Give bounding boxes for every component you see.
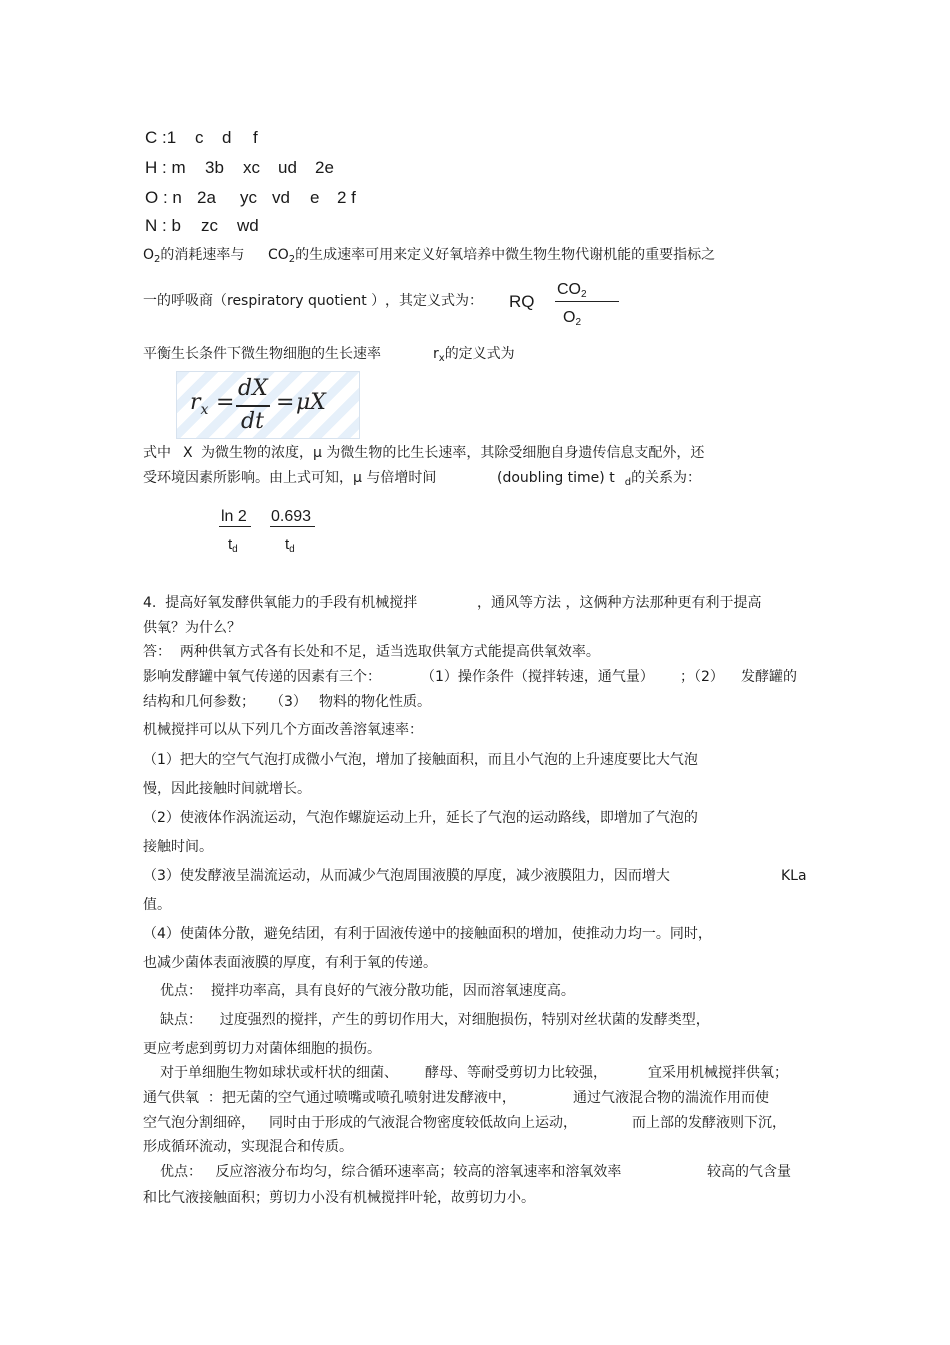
answer-line: 对于单细胞生物如球状或杆状的细菌、 bbox=[160, 1065, 398, 1081]
text-run: 的消耗速率与 bbox=[160, 247, 245, 263]
answer-line: 而上部的发酵液则下沉， bbox=[632, 1115, 786, 1131]
answer-line: 宜采用机械搅拌供氧； bbox=[648, 1065, 788, 1081]
formula-fraction-line bbox=[236, 405, 270, 407]
subscript: 2 bbox=[154, 254, 161, 265]
answer-line: 形成循环流动，实现混合和传质。 bbox=[143, 1139, 353, 1155]
answer-line: 优点： 搅拌功率高，具有良好的气液分散功能，因而溶氧速度高。 bbox=[160, 983, 575, 999]
equation-o-term: 2a bbox=[197, 188, 216, 207]
growth-explain-2b bbox=[497, 469, 701, 492]
answer-line: 也减少菌体表面液膜的厚度，有利于氧的传递。 bbox=[143, 955, 437, 971]
answer-line: 缺点： 过度强烈的搅拌，产生的剪切作用大，对细胞损伤，特别对丝状菌的发酵类型， bbox=[160, 1012, 710, 1028]
answer-line: 酵母、等耐受剪切力比较强， bbox=[425, 1065, 607, 1081]
rq-intro-line bbox=[143, 246, 244, 269]
fraction-line bbox=[219, 526, 251, 527]
answer-line: 慢，因此接触时间就增长。 bbox=[143, 781, 311, 797]
growth-explain-2a: 受环境因素所影响。由上式可知，μ 与倍增时间 bbox=[143, 470, 437, 486]
equation-h-term: xc bbox=[243, 158, 260, 177]
kla-text: KLa bbox=[781, 868, 807, 884]
growth-explain-1a: 式中 bbox=[143, 445, 171, 461]
answer-line: 答： 两种供氧方式各有长处和不足，适当选取供氧方式能提高供氧效率。 bbox=[143, 644, 600, 660]
answer-line: （2）使液体作涡流运动，气泡作螺旋运动上升，延长了气泡的运动路线，即增加了气泡的 bbox=[143, 810, 698, 826]
formula-rhs: μX bbox=[296, 390, 326, 415]
equation-o-label: O : n bbox=[145, 188, 182, 207]
subscript: 2 bbox=[581, 289, 587, 300]
subscript: x bbox=[200, 402, 209, 418]
rq-denominator bbox=[563, 308, 581, 333]
equation-n-term: wd bbox=[237, 216, 259, 235]
growth-rate-symbol bbox=[433, 345, 515, 368]
formula-equals: = bbox=[276, 390, 295, 415]
answer-line: 同时由于形成的气液混合物密度较低故向上运动， bbox=[269, 1115, 577, 1131]
answer-line: 结构和几何参数； bbox=[143, 694, 255, 710]
rx-text: r bbox=[433, 346, 439, 362]
subscript: d bbox=[232, 544, 238, 555]
equation-h-term: 3b bbox=[205, 158, 224, 177]
equation-o-term: e bbox=[310, 188, 320, 207]
doubling-time-text: (doubling time) t bbox=[497, 470, 615, 486]
equation-c-label: C :1 bbox=[145, 128, 177, 147]
equation-c-term: d bbox=[222, 128, 232, 147]
answer-line: 发酵罐的 bbox=[741, 669, 797, 685]
formula-numerator: dX bbox=[238, 376, 268, 401]
fraction-line bbox=[555, 301, 619, 302]
growth-explain-1c: 为微生物的浓度，μ 为微生物的比生长速率，其除受细胞自身遗传信息支配外，还 bbox=[201, 445, 705, 461]
question-line-1a: 4. 提高好氧发酵供氧能力的手段有机械搅拌 bbox=[143, 595, 418, 611]
subscript: x bbox=[438, 353, 445, 364]
answer-line: 优点： 反应溶液分布均匀，综合循环速率高；较高的溶氧速率和溶氧效率 bbox=[160, 1164, 622, 1180]
growth-rate-intro: 平衡生长条件下微生物细胞的生长速率 bbox=[143, 346, 381, 362]
subscript: d bbox=[624, 477, 632, 488]
ratio-2-denominator bbox=[285, 535, 295, 560]
answer-line: 接触时间。 bbox=[143, 839, 213, 855]
formula-equals: = bbox=[216, 390, 235, 415]
growth-explain-1b: X bbox=[183, 445, 193, 461]
answer-line: 较高的气含量 bbox=[707, 1164, 791, 1180]
equation-h-term: ud bbox=[278, 158, 297, 177]
rq-definition-text: 一的呼吸商（respiratory quotient ） bbox=[143, 293, 386, 309]
answer-line: 空气泡分割细碎， bbox=[143, 1115, 255, 1131]
answer-line: 影响发酵罐中氧气传递的因素有三个： bbox=[143, 669, 381, 685]
fraction-line bbox=[270, 526, 315, 527]
equation-c-term: f bbox=[253, 128, 258, 147]
equation-o-term: vd bbox=[272, 188, 290, 207]
subscript: 2 bbox=[575, 317, 582, 328]
equation-o-term: yc bbox=[240, 188, 257, 207]
subscript: 2 bbox=[288, 254, 296, 265]
text-run: 的关系为： bbox=[631, 470, 702, 486]
equation-h-term: 2e bbox=[315, 158, 334, 177]
equation-o-term: 2 f bbox=[337, 188, 356, 207]
ratio-1-numerator: ln 2 bbox=[221, 508, 247, 525]
answer-line: 机械搅拌可以从下列几个方面改善溶氧速率： bbox=[143, 722, 423, 738]
co2-text: CO bbox=[268, 247, 289, 263]
rq-num-text: CO bbox=[557, 281, 581, 298]
answer-line: （3） bbox=[270, 694, 307, 710]
answer-line: 通过气液混合物的湍流作用而使 bbox=[573, 1090, 769, 1106]
answer-line: （1）把大的空气气泡打成微小气泡，增加了接触面积，而且小气泡的上升速度要比大气泡 bbox=[143, 752, 698, 768]
formula-denominator: dt bbox=[241, 409, 264, 434]
question-line-2: 供氧？为什么？ bbox=[143, 620, 241, 636]
rq-definition-suffix: ，其定义式为： bbox=[385, 293, 483, 309]
rq-label: RQ bbox=[509, 292, 535, 311]
equation-h-label: H : m bbox=[145, 158, 186, 177]
ratio-2-numerator: 0.693 bbox=[271, 508, 312, 525]
td-text: t bbox=[285, 536, 290, 553]
subscript: d bbox=[289, 544, 295, 555]
answer-line: 通气供氧 ：把无菌的空气通过喷嘴或喷孔喷射进发酵液中， bbox=[143, 1090, 516, 1106]
o2-text: O bbox=[143, 247, 155, 263]
answer-line: （3）使发酵液呈湍流运动，从而减少气泡周围液膜的厚度，减少液膜阻力，因而增大 bbox=[143, 868, 670, 884]
rq-den-text: O bbox=[563, 309, 576, 326]
ratio-1-denominator bbox=[228, 535, 238, 560]
td-text: t bbox=[228, 536, 233, 553]
equation-n-term: zc bbox=[201, 216, 218, 235]
answer-line: ；（2） bbox=[680, 669, 724, 685]
answer-line: （4）使菌体分散，避免结团，有利于固液传递中的接触面积的增加，使推动力均一。同时， bbox=[143, 926, 712, 942]
answer-line: 更应考虑到剪切力对菌体细胞的损伤。 bbox=[143, 1041, 381, 1057]
question-line-1b: ，通风等方法 ，这俩种方法那种更有利于提高 bbox=[477, 595, 762, 611]
equation-n-label: N : b bbox=[145, 216, 181, 235]
answer-line: （1）操作条件（搅拌转速，通气量） bbox=[421, 669, 654, 685]
answer-line: 和比气液接触面积；剪切力小没有机械搅拌叶轮，故剪切力小。 bbox=[143, 1190, 535, 1206]
equation-c-term: c bbox=[195, 128, 204, 147]
formula-r: r bbox=[190, 390, 201, 415]
text-run: 的生成速率可用来定义好氧培养中微生物生物代谢机能的重要指标之 bbox=[295, 247, 716, 263]
text-run: 的定义式为 bbox=[444, 346, 515, 362]
rq-intro-line-b bbox=[268, 246, 715, 269]
formula-lhs bbox=[190, 390, 208, 418]
answer-line: 值。 bbox=[143, 897, 171, 913]
answer-line: 物料的物化性质。 bbox=[319, 694, 431, 710]
